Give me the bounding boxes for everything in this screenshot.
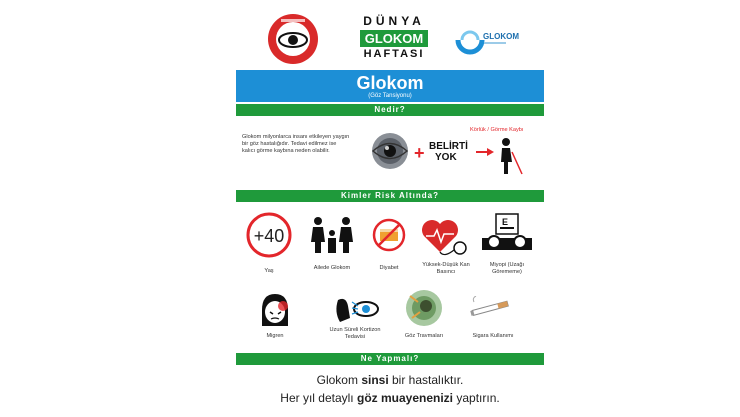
glaucoma-description: Glokom milyonlarca insanı etkileyen yaygın bir göz hastalığıdır. Tedavi edilmez ise kalıcı görme kaybına neden olabilir. [242,134,350,154]
bottom-line-2-a: Her yıl detaylı [280,391,357,405]
cortisone-icon [332,296,380,324]
belirti-line-1: BELİRTİ [429,141,468,152]
event-line-2: GLOKOM [360,30,428,47]
chart-letter: E [502,217,509,227]
title-banner [236,70,544,102]
risk-label-cortisone: Uzun Süreli Kortizon Tedavisi [329,327,381,340]
smoking-icon [468,296,518,318]
poster-header [236,0,544,70]
age-40-icon [246,212,292,258]
myopia-icon [480,212,534,252]
glaucoma-poster [236,0,544,417]
bottom-line-2 [236,391,544,405]
right-logo-text: GLOKOM [483,32,519,41]
eye-closeup-icon [370,131,410,171]
bottom-line-1 [236,373,544,387]
bottom-line-2-c: yaptırın. [453,391,500,405]
page-title: Glokom [356,73,424,93]
family-icon [308,216,356,254]
belirti-line-2: YOK [435,152,457,163]
ophthalmology-society-logo [267,13,319,65]
risk-label-smoking: Sigara Kullanımı [472,333,514,339]
blindness-label: Körlük / Görme Kaybı [470,127,524,133]
bottom-line-1-b: sinsi [361,373,389,387]
risk-label-family: Ailede Glokom [313,265,351,271]
glaucoma-association-logo [452,22,522,58]
age-badge: +40 [253,226,285,246]
page-subtitle: (Göz Tansiyonu) [368,93,412,99]
event-line-3: HAFTASI [363,48,425,60]
risk-label-age: Yaş [264,268,274,274]
risk-label-diabetes: Diyabet [379,265,399,271]
risk-label-blood-pressure: Yüksek-Düşük Kan Basıncı [422,262,470,275]
blind-person-icon [492,136,528,176]
diabetes-icon [372,218,406,252]
section-risk: Kimler Risk Altında? [236,190,544,202]
migraine-icon [258,292,292,328]
plus-icon-1: + [414,143,425,163]
risk-label-myopia: Miyopi (Uzağı Görememe) [489,262,525,275]
world-glaucoma-week [348,14,440,60]
section-nedir: Nedir? [236,104,544,116]
bottom-line-2-b: göz muayenenizi [356,391,454,405]
section-ne-yapmali: Ne Yapmalı? [236,353,544,365]
blood-pressure-icon [420,214,468,258]
event-line-1: DÜNYA [363,14,425,28]
no-symptom-label [429,141,475,163]
eye-trauma-icon [402,288,446,328]
risk-label-migraine: Migren [266,333,284,339]
bottom-line-1-a: Glokom [316,373,362,387]
bottom-line-1-c: bir hastalıktır. [388,373,464,387]
risk-label-eye-trauma: Göz Travmaları [404,333,444,339]
